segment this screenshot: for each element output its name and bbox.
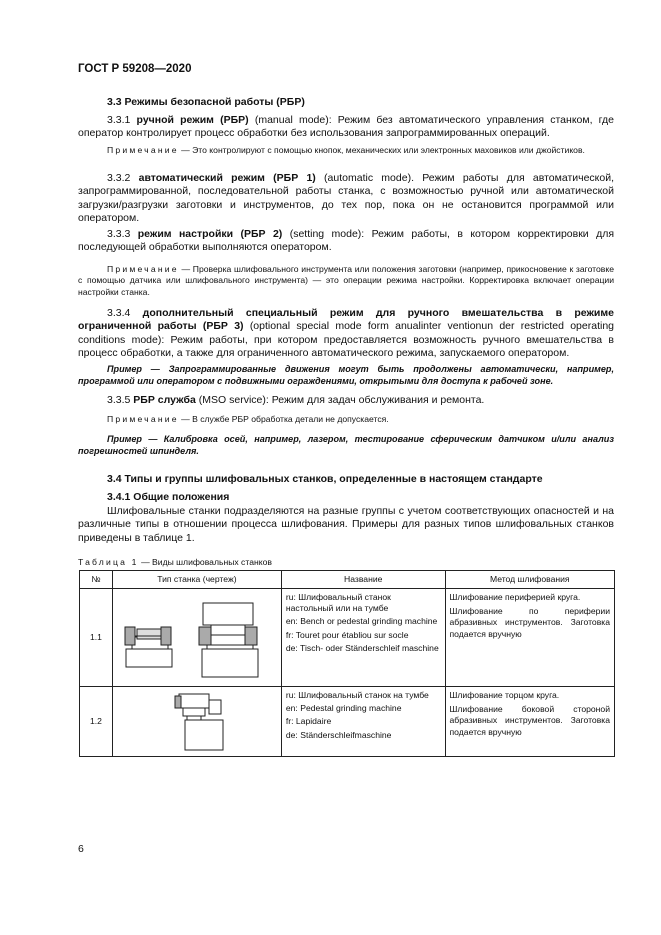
- name-de: de: Ständerschleifmaschine: [285, 729, 392, 740]
- method-line: Шлифование боковой стороной абразивных инструментов. Заготовка подается вручную: [449, 704, 610, 737]
- machine-name-cell: [281, 589, 445, 687]
- name-fr: fr: Lapidaire: [285, 716, 332, 727]
- clause-3-3-1: 3.3.1 ручной режим (РБР) (manual mode): Режим без автоматического управления станком, где оператор контролирует процесс обработки без использования запрограммированных операций.: [78, 114, 615, 140]
- clause-3-3-4: 3.3.4 дополнительный специальный режим для ручного вмешательства в режиме ограниченной работы (РБР 3) (optional special mode form anualinter ventionun der restricted operating conditions mode): Режим работы, при котором предоставляется возможность ручного вмешательства в процесс обработки, а также для ограниченного автоматического режима, запускаемого оператором.: [78, 307, 615, 360]
- header-number: №: [80, 571, 113, 589]
- page-number: 6: [78, 843, 84, 855]
- section-3-4-1-heading: 3.4.1 Общие положения: [107, 491, 230, 503]
- clause-3-3-5: 3.3.5 РБР служба (MSO service): Режим для задач обслуживания и ремонта.: [107, 394, 485, 406]
- name-de: de: Tisch- oder Ständerschleif maschine: [285, 642, 439, 653]
- name-ru: ru: Шлифовальный станок настольный или на тумбе: [285, 592, 391, 614]
- name-en: en: Bench or pedestal grinding machine: [285, 616, 438, 627]
- row-number: 1.2: [80, 687, 113, 757]
- clause-3-3-3: 3.3.3 режим настройки (РБР 2) (setting mode): Режим работы, в котором корректировки для последующей обработки выполняются оператором.: [78, 228, 615, 254]
- name-fr: fr: Touret pour établiou sur socle: [285, 629, 409, 640]
- header-method: Метод шлифования: [445, 571, 614, 589]
- grinding-method-cell: [445, 687, 614, 757]
- header-name: Название: [281, 571, 445, 589]
- machine-types-table: [79, 570, 615, 757]
- drawing-cell: [112, 687, 281, 757]
- row-number: 1.1: [80, 589, 113, 687]
- method-line: Шлифование торцом круга.: [449, 690, 560, 700]
- grinding-method-cell: [445, 589, 614, 687]
- document-standard-number: ГОСТ Р 59208—2020: [78, 63, 192, 75]
- pedestal-grinder-drawing: [117, 688, 277, 756]
- table-header-row: [80, 571, 615, 589]
- bench-pedestal-grinder-drawing: [117, 591, 277, 685]
- clause-3-4-1-text: Шлифовальные станки подразделяются на разные группы с учетом соответствующих опасностей и на различные типы в отношении процесса шлифования. Примеры для разных типов шлифовальных станков приведены в таблице 1.: [78, 505, 614, 544]
- name-en: en: Pedestal grinding machine: [285, 703, 402, 714]
- method-line: Шлифование периферией круга.: [449, 592, 581, 602]
- table-row: [80, 687, 615, 757]
- clause-3-3-2: 3.3.2 автоматический режим (РБР 1) (automatic mode). Режим работы для автоматической, запрограммированной, последовательной работы станка, с возможностью ручной или автоматической загрузки/разгрузки заготовки и инструментов, до тех пор, пока он не остановится программой или оператором.: [78, 172, 615, 225]
- note-3-3-5: Примечание — В службе РБР обработка детали не допускается.: [107, 414, 389, 424]
- header-type: Тип станка (чертеж): [112, 571, 281, 589]
- example-3-3-4: Пример — Запрограммированные движения могут быть продолжены автоматически, например, программой или оператором с подвижными ограждениями, открытыми для доступа к рабочей зоне.: [78, 364, 614, 386]
- note-3-3-1: Примечание — Это контролируют с помощью кнопок, механических или электронных маховиков или джойстиков.: [107, 145, 585, 155]
- drawing-cell: [112, 589, 281, 687]
- note-3-3-3: Примечание — Проверка шлифовального инструмента или положения заготовки (например, прикосновение к заготовке с помощью датчика или шлифовального инструмента) — это операции режима настройки. Корректировка включает операции настройки станка.: [78, 264, 615, 297]
- table-row: [80, 589, 615, 687]
- name-ru: ru: Шлифовальный станок на тумбе: [285, 690, 429, 700]
- section-3-4-heading: 3.4 Типы и группы шлифовальных станков, определенные в настоящем стандарте: [107, 473, 543, 485]
- example-3-3-5: Пример — Калибровка осей, например, лазером, тестирование сферическим датчиком и/или анализ погрешностей шпинделя.: [78, 434, 614, 456]
- method-line: Шлифование по периферии абразивных инструментов. Заготовка подается вручную: [449, 606, 610, 639]
- table-caption: Таблица 1 — Виды шлифовальных станков: [78, 557, 272, 567]
- machine-name-cell: [281, 687, 445, 757]
- section-3-3-heading: 3.3 Режимы безопасной работы (РБР): [107, 96, 305, 108]
